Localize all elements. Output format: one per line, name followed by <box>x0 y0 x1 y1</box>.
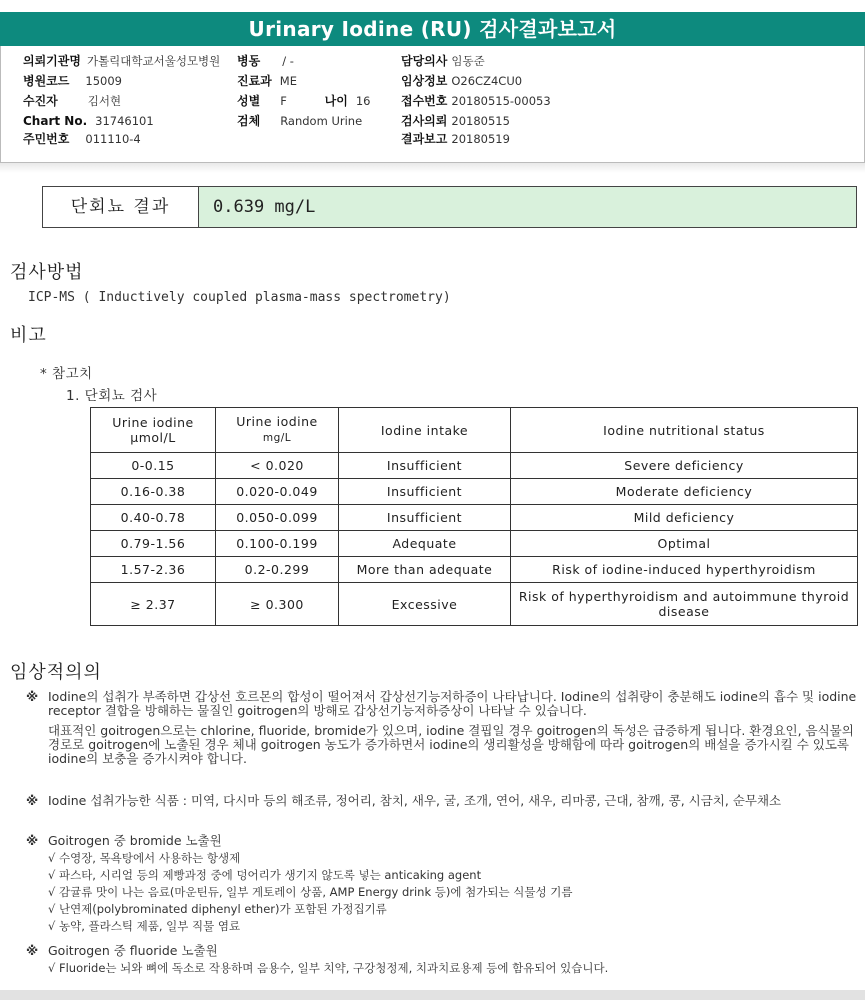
table-row <box>91 505 858 531</box>
institution-row <box>23 52 220 70</box>
table-cell: Insufficient <box>339 453 511 479</box>
list-item: √ 농약, 플라스틱 제품, 일부 직물 염료 <box>48 919 241 933</box>
ward-row <box>237 52 294 70</box>
table-cell: 0.16-0.38 <box>91 479 216 505</box>
receipt-row <box>401 92 551 110</box>
table-cell: More than adequate <box>339 557 511 583</box>
ward-label: 병동 <box>237 54 261 68</box>
id-label: 주민번호 <box>23 132 70 146</box>
paragraph-text: 대표적인 goitrogen으로는 chlorine, fluoride, bromide가 있으며, iodine 결핍일 경우 goitrogen의 독성은 급증하게 됩니다. 환경요인, 음식물의 경로로 goitrogen에 노출된 경우 체내 goitrogen 농도가 증가하면서 iodine의 생리활성을 방해함에 따라 goitrogen의 배설을 증가시킬 수 있도록 iodine의 보충을 증가시켜야 합니다. <box>48 723 854 766</box>
table-cell: ≥ 2.37 <box>91 583 216 626</box>
reference-subtitle: 1. 단회뇨 검사 <box>66 388 158 404</box>
clinical-info-label: 임상정보 <box>401 74 448 88</box>
hospital-code-row <box>23 72 122 90</box>
sex-value: F <box>280 94 287 108</box>
request-row <box>401 112 510 130</box>
specimen-value: Random Urine <box>280 114 363 128</box>
request-label: 검사의뢰 <box>401 114 448 128</box>
header-status: Iodine nutritional status <box>511 408 858 453</box>
table-cell: Excessive <box>339 583 511 626</box>
table-cell: 0.100-0.199 <box>216 531 339 557</box>
fluoride-title: Goitrogen 중 fluoride 노출원 <box>48 943 218 958</box>
reference-mark-icon: ※ <box>26 833 39 848</box>
table-cell: 0.050-0.099 <box>216 505 339 531</box>
hospital-code-label: 병원코드 <box>23 74 70 88</box>
table-row <box>91 453 858 479</box>
ward-value: / - <box>282 54 294 68</box>
result-box <box>42 186 857 228</box>
header-mg-unit: mg/L <box>262 432 292 444</box>
table-row <box>91 557 858 583</box>
table-cell: Mild deficiency <box>511 505 858 531</box>
id-value: 011110-4 <box>85 132 141 146</box>
table-header-row <box>91 408 858 453</box>
table-cell: 0.40-0.78 <box>91 505 216 531</box>
section-divider <box>0 163 865 173</box>
institution-label: 의뢰기관명 <box>23 54 81 68</box>
header-umol-line1: Urine iodine <box>112 415 194 430</box>
chart-row <box>23 112 154 130</box>
report-row <box>401 130 510 148</box>
age-label: 나이 <box>324 94 348 108</box>
chart-label: Chart No. <box>23 114 88 128</box>
page-bottom-bar <box>0 990 865 1000</box>
department-label: 진료과 <box>237 74 272 88</box>
table-cell: 0.79-1.56 <box>91 531 216 557</box>
doctor-value: 임동준 <box>451 54 485 68</box>
doctor-label: 담당의사 <box>401 54 448 68</box>
table-cell: ≥ 0.300 <box>216 583 339 626</box>
result-value: 0.639 mg/L <box>199 187 856 227</box>
result-label: 단회뇨 결과 <box>43 187 199 227</box>
table-row <box>91 531 858 557</box>
table-row <box>91 583 858 626</box>
table-cell: Insufficient <box>339 505 511 531</box>
fluoride-section <box>26 944 862 977</box>
table-cell: 1.57-2.36 <box>91 557 216 583</box>
table-cell: Severe deficiency <box>511 453 858 479</box>
table-cell: Adequate <box>339 531 511 557</box>
clinical-info-value: O26CZ4CU0 <box>451 74 523 88</box>
method-text: ICP-MS ( Inductively coupled plasma-mass spectrometry) <box>28 290 451 305</box>
department-row <box>237 72 297 90</box>
reference-mark-icon: ※ <box>26 793 39 808</box>
list-item: √ 수영장, 목욕탕에서 사용하는 항생제 <box>48 851 241 865</box>
table-cell: Moderate deficiency <box>511 479 858 505</box>
clinical-paragraph-2 <box>26 794 862 814</box>
list-item: √ 파스타, 시리얼 등의 제빵과정 중에 덩어리가 생기지 않도록 넣는 anticaking agent <box>48 868 482 882</box>
bromide-section <box>26 834 862 935</box>
age-value: 16 <box>355 94 371 108</box>
table-cell: < 0.020 <box>216 453 339 479</box>
table-cell: 0.020-0.049 <box>216 479 339 505</box>
table-cell: Risk of iodine-induced hyperthyroidism <box>511 557 858 583</box>
reference-title: * 참고치 <box>40 366 93 382</box>
patient-value: 김서현 <box>87 94 122 108</box>
patient-label: 수진자 <box>23 94 58 108</box>
table-cell: Insufficient <box>339 479 511 505</box>
request-value: 20180515 <box>451 114 510 128</box>
table-cell: 0.2-0.299 <box>216 557 339 583</box>
reference-table <box>90 407 858 626</box>
header-umol-unit: μmol/L <box>130 430 176 445</box>
remarks-heading: 비고 <box>10 325 47 346</box>
patient-row <box>23 92 121 110</box>
report-title: Urinary Iodine (RU) 검사결과보고서 <box>0 12 865 46</box>
id-row <box>23 130 141 148</box>
header-intake: Iodine intake <box>339 408 511 453</box>
table-cell: 0-0.15 <box>91 453 216 479</box>
list-item: √ 난연제(polybrominated diphenyl ether)가 포함된 가정집기류 <box>48 902 387 916</box>
specimen-label: 검체 <box>237 114 261 128</box>
header-mg-line1: Urine iodine <box>236 414 318 429</box>
clinical-heading: 임상적의의 <box>10 662 102 683</box>
doctor-row <box>401 52 485 70</box>
report-value: 20180519 <box>451 132 510 146</box>
table-cell: Optimal <box>511 531 858 557</box>
patient-info-panel <box>0 46 865 163</box>
receipt-value: 20180515-00053 <box>451 94 551 108</box>
receipt-label: 접수번호 <box>401 94 448 108</box>
reference-mark-icon: ※ <box>26 689 39 704</box>
hospital-code-value: 15009 <box>85 74 122 88</box>
specimen-row <box>237 112 362 130</box>
paragraph-text: Iodine 섭취가능한 식품 : 미역, 다시마 등의 해조류, 정어리, 참치, 새우, 굴, 조개, 연어, 새우, 리마콩, 근대, 참깨, 콩, 시금치, 순무채소 <box>48 793 782 808</box>
header-umol <box>91 408 216 453</box>
list-item: √ 감귤류 맛이 나는 음료(마운틴듀, 일부 게토레이 상품, AMP Energy drink 등)에 첨가되는 식물성 기름 <box>48 885 573 899</box>
reference-mark-icon: ※ <box>26 943 39 958</box>
bromide-title: Goitrogen 중 bromide 노출원 <box>48 833 222 848</box>
department-value: ME <box>279 74 297 88</box>
clinical-paragraph-1 <box>26 690 862 772</box>
header-mg <box>216 408 339 453</box>
institution-value: 가톨릭대학교서울성모병원 <box>86 54 221 68</box>
list-item: √ Fluoride는 뇌와 뼈에 독소로 작용하며 음용수, 일부 치약, 구강청정제, 치과치료용제 등에 함유되어 있습니다. <box>48 961 609 975</box>
paragraph-text: Iodine의 섭취가 부족하면 갑상선 호르몬의 합성이 떨어져서 갑상선기능저하증이 나타납니다. Iodine의 섭취량이 충분해도 iodine의 흡수 및 iodine receptor 결합을 방해하는 물질인 goitrogen의 방해로 갑상선기능저하증상이 나타날 수 있습니다. <box>48 689 857 718</box>
table-cell: Risk of hyperthyroidism and autoimmune thyroid disease <box>511 583 858 626</box>
table-row <box>91 479 858 505</box>
sex-label: 성별 <box>237 94 261 108</box>
clinical-info-row <box>401 72 522 90</box>
report-label: 결과보고 <box>401 132 448 146</box>
chart-value: 31746101 <box>95 114 154 128</box>
sex-row <box>237 92 370 110</box>
method-heading: 검사방법 <box>10 262 84 283</box>
